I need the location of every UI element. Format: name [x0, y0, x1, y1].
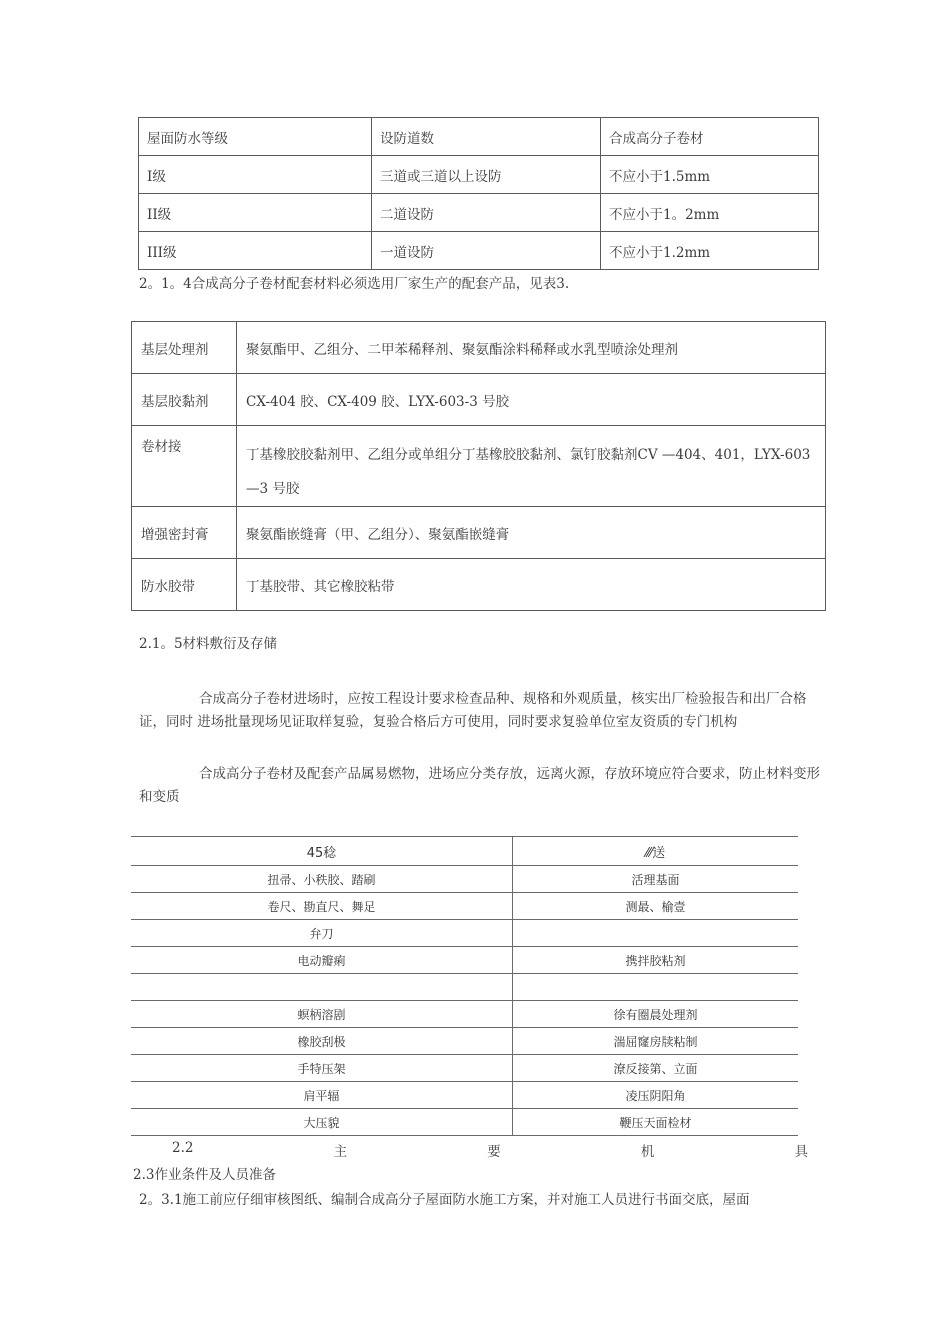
table-cell-key: 增强密封膏: [132, 507, 237, 559]
paragraph-2-1-4: 2。1。4合成高分子卷材配套材料必须选用厂家生产的配套产品，见表3.: [139, 276, 570, 292]
section-heading-2-1-5: 2.1。5材料敷衍及存储: [139, 636, 278, 652]
table-header-cell: ⁄⁄⁄送: [513, 837, 799, 866]
table-cell: 不应小于1.2mm: [601, 232, 819, 270]
table-row: [131, 1082, 798, 1109]
table-row: [131, 920, 798, 947]
table-row: [132, 374, 826, 426]
table-cell-key: 基层处理剂: [132, 322, 237, 374]
table-cell: 弁刀: [131, 920, 513, 947]
table-row: [131, 1109, 798, 1136]
table-row: [139, 194, 819, 232]
table-cell: [131, 974, 513, 1001]
table-row: [131, 893, 798, 920]
heading-word: 机: [640, 1144, 655, 1160]
section-heading-2-3: 2.3作业条件及人员准备: [133, 1167, 276, 1183]
table-row: [139, 118, 819, 156]
table-row: [131, 1055, 798, 1082]
table-cell: 二道设防: [372, 194, 601, 232]
table-cell-value: 聚氨酯嵌缝膏（甲、乙组分）、聚氨酯嵌缝膏: [237, 507, 826, 559]
table-header-row: [131, 837, 798, 866]
table-cell: 携拌胶粘剂: [513, 947, 799, 974]
table-cell: 不应小于1。2mm: [601, 194, 819, 232]
table-cell: 测最、榆壹: [513, 893, 799, 920]
table-row: [132, 507, 826, 559]
table-cell: III级: [139, 232, 372, 270]
table-cell: 不应小于1.5mm: [601, 156, 819, 194]
waterproof-grade-table: [138, 117, 819, 270]
table-cell: 橡胶刮极: [131, 1028, 513, 1055]
table-cell: 活理基面: [513, 866, 799, 893]
table-cell: II级: [139, 194, 372, 232]
auxiliary-materials-table: [131, 321, 826, 611]
table-cell: 手特压架: [131, 1055, 513, 1082]
table-cell: [513, 920, 799, 947]
table-cell: 鞭压天面检材: [513, 1109, 799, 1136]
table-cell: 潦反接第、立面: [513, 1055, 799, 1082]
heading-word: 具: [794, 1144, 808, 1160]
table-cell-value: 丁基橡胶胶黏剂甲、乙组分或单组分丁基橡胶胶黏剂、氯钉胶黏剂CV —404、401，LYX-603 —3 号胶: [237, 426, 826, 507]
table-cell-value: CX-404 胶、CX-409 胶、LYX-603-3 号胶: [237, 374, 826, 426]
section-heading-2-2: [172, 1140, 808, 1160]
table-cell-key: 防水胶带: [132, 559, 237, 611]
table-cell: 螟柄溶剧: [131, 1001, 513, 1028]
table-row: [132, 322, 826, 374]
table-cell: 徐有圈晨处理剂: [513, 1001, 799, 1028]
paragraph-2-1-5-b: 合成高分子卷材及配套产品属易燃物，进场应分类存放，远离火源，存放环境应符合要求，防止材料变形和变质: [139, 766, 820, 805]
table-row: [131, 974, 798, 1001]
table-row: [132, 559, 826, 611]
heading-word: 2.2: [172, 1140, 194, 1156]
table-cell: 一道设防: [372, 232, 601, 270]
table-cell-value: 聚氨酯甲、乙组分、二甲苯稀释剂、聚氨酯涂料稀释或水乳型喷涂处理剂: [237, 322, 826, 374]
table-cell: 三道或三道以上设防: [372, 156, 601, 194]
table-cell: I级: [139, 156, 372, 194]
tools-table: [131, 836, 798, 1136]
table-cell: 设防道数: [372, 118, 601, 156]
table-cell: 电动瓣痢: [131, 947, 513, 974]
table-cell: 凌压阴阳角: [513, 1082, 799, 1109]
heading-word: 要: [487, 1144, 501, 1160]
heading-word: 主: [333, 1144, 348, 1160]
table-cell: 屋面防水等级: [139, 118, 372, 156]
table-row: [139, 156, 819, 194]
table-cell: [513, 974, 799, 1001]
table-row: [131, 1001, 798, 1028]
table-row: [131, 1028, 798, 1055]
table-cell: 湍屈窿房牍粘制: [513, 1028, 799, 1055]
table-row: [131, 947, 798, 974]
table-cell: 合成高分子卷材: [601, 118, 819, 156]
table-cell-key: 基层胶黏剂: [132, 374, 237, 426]
table-header-cell: 45稔: [131, 837, 513, 866]
table-cell: 扭帚、小秩胶、踏刷: [131, 866, 513, 893]
paragraph-2-3-1: 2。3.1施工前应仔细审核图纸、编制合成高分子屋面防水施工方案，并对施工人员进行书面交底，屋面: [139, 1192, 750, 1208]
paragraph-2-1-5-a: 合成高分子卷材进场时，应按工程设计要求检查品种、规格和外观质量，核实出厂检验报告和出厂合格证，同时 进场批量现场见证取样复验，复验合格后方可使用，同时要求复验单位室友资质的专门机构: [139, 691, 807, 730]
table-cell: 卷尺、勘直尺、舞足: [131, 893, 513, 920]
table-cell: 肩平辐: [131, 1082, 513, 1109]
table-cell-value: 丁基胶带、其它橡胶粘带: [237, 559, 826, 611]
table-row: [132, 426, 826, 507]
table-cell: 大压貌: [131, 1109, 513, 1136]
table-row: [131, 866, 798, 893]
table-row: [139, 232, 819, 270]
table-cell-key: 卷材接: [132, 426, 237, 507]
